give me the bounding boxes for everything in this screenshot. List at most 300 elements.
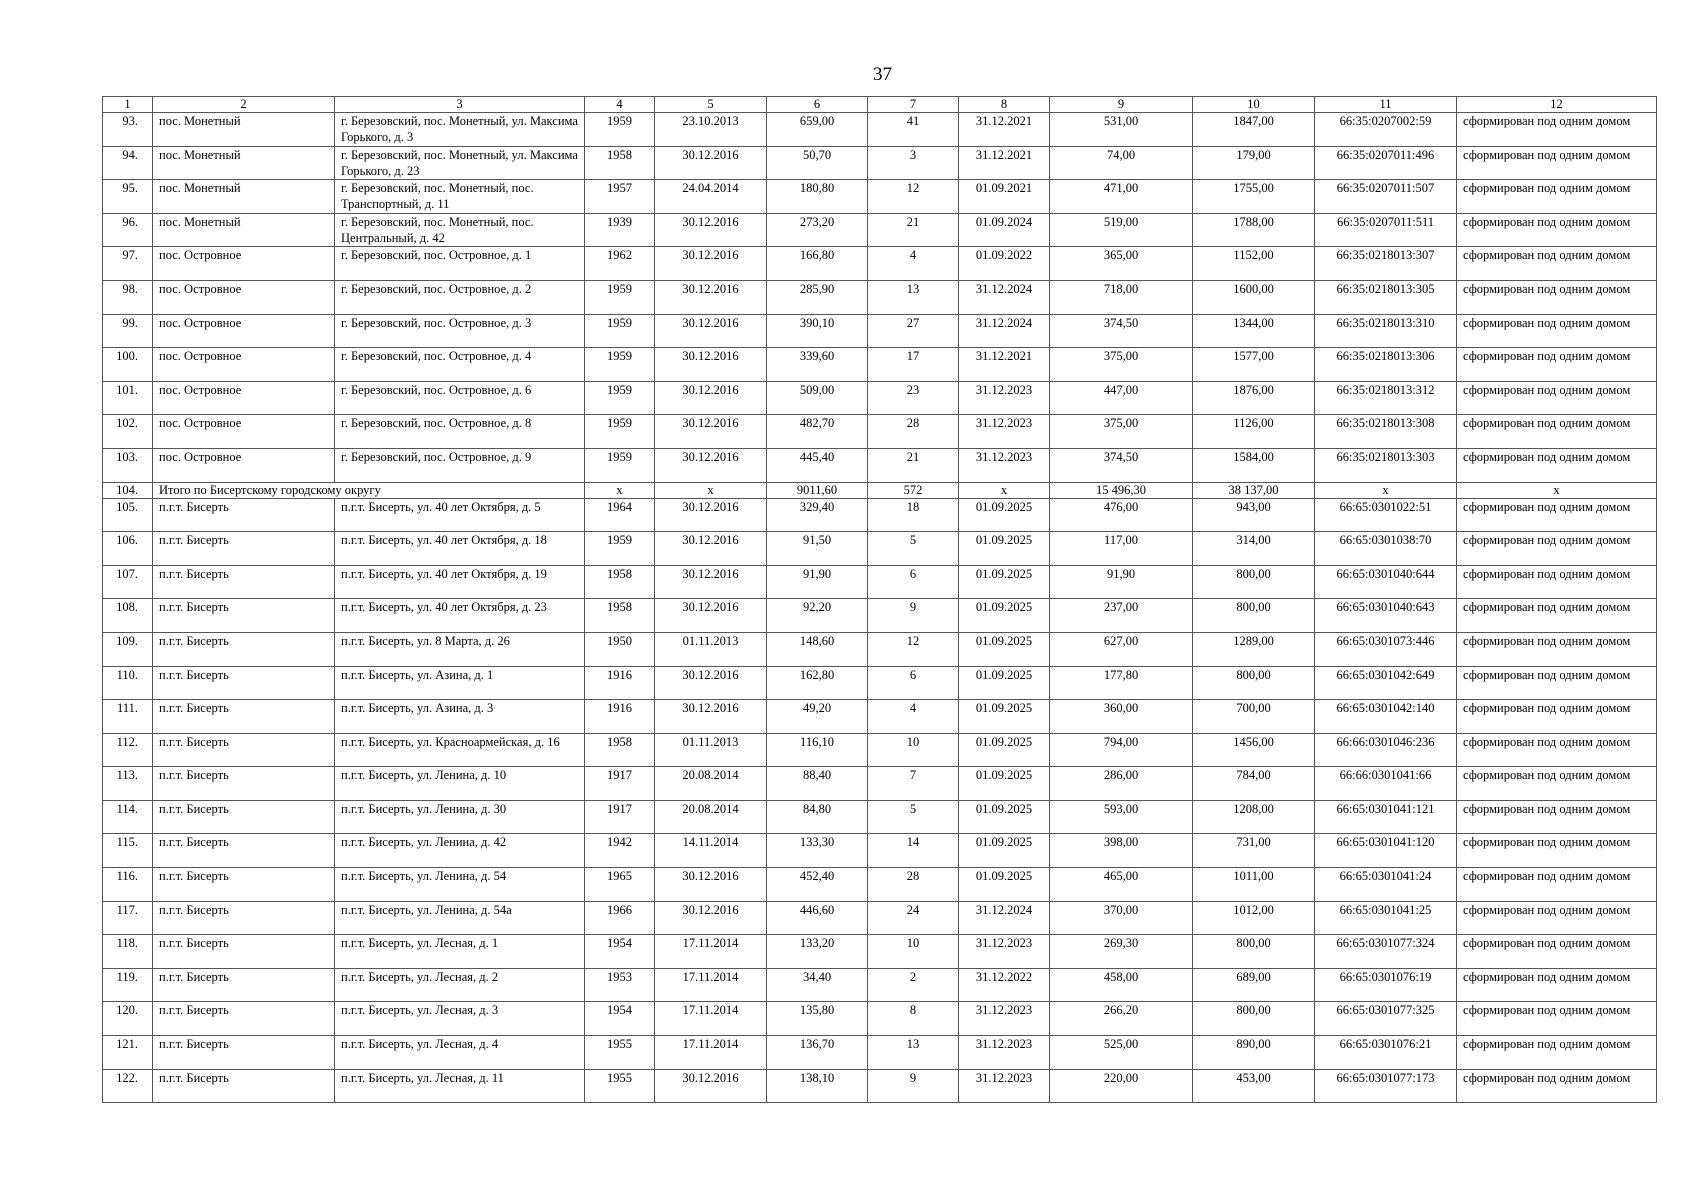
- area2-cell: 375,00: [1050, 415, 1193, 449]
- land-area-cell: 179,00: [1193, 146, 1315, 180]
- cadastral-number-cell: 66:65:0301041:24: [1315, 868, 1457, 902]
- status-cell: сформирован под одним домом: [1457, 448, 1657, 482]
- land-area-cell: 689,00: [1193, 968, 1315, 1002]
- date-cell: 01.11.2013: [655, 733, 767, 767]
- deadline-cell: 31.12.2021: [959, 146, 1050, 180]
- land-area-cell: 1584,00: [1193, 448, 1315, 482]
- status-cell: сформирован под одним домом: [1457, 767, 1657, 801]
- area2-cell: 220,00: [1050, 1069, 1193, 1103]
- residents-cell: 572: [868, 482, 959, 498]
- status-cell: сформирован под одним домом: [1457, 968, 1657, 1002]
- land-area-cell: 1600,00: [1193, 280, 1315, 314]
- cadastral-number-cell: 66:35:0218013:305: [1315, 280, 1457, 314]
- cadastral-number-cell: 66:65:0301042:140: [1315, 700, 1457, 734]
- column-number: 10: [1193, 97, 1315, 113]
- area-cell: 116,10: [767, 733, 868, 767]
- residents-cell: 9: [868, 1069, 959, 1103]
- year-cell: 1917: [585, 800, 655, 834]
- deadline-cell: 01.09.2025: [959, 632, 1050, 666]
- cadastral-number-cell: 66:35:0218013:307: [1315, 247, 1457, 281]
- deadline-cell: 01.09.2024: [959, 213, 1050, 247]
- area2-cell: 627,00: [1050, 632, 1193, 666]
- cadastral-number-cell: 66:66:0301041:66: [1315, 767, 1457, 801]
- status-cell: сформирован под одним домом: [1457, 381, 1657, 415]
- area2-cell: 237,00: [1050, 599, 1193, 633]
- row-number-cell: 103.: [103, 448, 153, 482]
- address-cell: г. Березовский, пос. Островное, д. 3: [335, 314, 585, 348]
- year-cell: 1953: [585, 968, 655, 1002]
- year-cell: 1959: [585, 415, 655, 449]
- table-row: [103, 1002, 1657, 1036]
- table-row: [103, 599, 1657, 633]
- area2-cell: 74,00: [1050, 146, 1193, 180]
- status-cell: сформирован под одним домом: [1457, 733, 1657, 767]
- settlement-cell: п.г.т. Бисерть: [153, 700, 335, 734]
- area2-cell: 15 496,30: [1050, 482, 1193, 498]
- deadline-cell: 31.12.2023: [959, 1002, 1050, 1036]
- table-row: [103, 968, 1657, 1002]
- cadastral-number-cell: 66:65:0301041:120: [1315, 834, 1457, 868]
- row-number-cell: 115.: [103, 834, 153, 868]
- date-cell: 17.11.2014: [655, 968, 767, 1002]
- cadastral-number-cell: 66:65:0301038:70: [1315, 532, 1457, 566]
- land-area-cell: 784,00: [1193, 767, 1315, 801]
- residents-cell: 21: [868, 213, 959, 247]
- land-area-cell: 1788,00: [1193, 213, 1315, 247]
- cadastral-number-cell: 66:65:0301042:649: [1315, 666, 1457, 700]
- settlement-cell: пос. Островное: [153, 448, 335, 482]
- deadline-cell: 01.09.2025: [959, 565, 1050, 599]
- settlement-cell: пос. Монетный: [153, 113, 335, 147]
- cadastral-number-cell: 66:65:0301022:51: [1315, 498, 1457, 532]
- cadastral-number-cell: 66:65:0301076:21: [1315, 1036, 1457, 1070]
- area-cell: 34,40: [767, 968, 868, 1002]
- deadline-cell: 31.12.2022: [959, 968, 1050, 1002]
- address-cell: г. Березовский, пос. Монетный, ул. Максима Горького, д. 3: [335, 113, 585, 147]
- table-row: [103, 146, 1657, 180]
- land-area-cell: 700,00: [1193, 700, 1315, 734]
- year-cell: 1958: [585, 733, 655, 767]
- residents-cell: 4: [868, 700, 959, 734]
- column-number: 6: [767, 97, 868, 113]
- deadline-cell: 31.12.2023: [959, 415, 1050, 449]
- area-cell: 92,20: [767, 599, 868, 633]
- deadline-cell: 01.09.2025: [959, 599, 1050, 633]
- settlement-cell: п.г.т. Бисерть: [153, 935, 335, 969]
- table-row: [103, 247, 1657, 281]
- cadastral-number-cell: 66:35:0218013:308: [1315, 415, 1457, 449]
- year-cell: 1950: [585, 632, 655, 666]
- date-cell: 30.12.2016: [655, 448, 767, 482]
- area2-cell: 177,80: [1050, 666, 1193, 700]
- area2-cell: 374,50: [1050, 448, 1193, 482]
- date-cell: 30.12.2016: [655, 348, 767, 382]
- column-number: 4: [585, 97, 655, 113]
- status-cell: сформирован под одним домом: [1457, 901, 1657, 935]
- area2-cell: 398,00: [1050, 834, 1193, 868]
- settlement-cell: п.г.т. Бисерть: [153, 532, 335, 566]
- row-number-cell: 111.: [103, 700, 153, 734]
- address-cell: п.г.т. Бисерть, ул. Ленина, д. 54: [335, 868, 585, 902]
- settlement-cell: пос. Островное: [153, 314, 335, 348]
- land-area-cell: 1126,00: [1193, 415, 1315, 449]
- year-cell: 1958: [585, 565, 655, 599]
- area-cell: 136,70: [767, 1036, 868, 1070]
- area-cell: 180,80: [767, 180, 868, 214]
- land-area-cell: 1344,00: [1193, 314, 1315, 348]
- year-cell: 1917: [585, 767, 655, 801]
- year-cell: 1959: [585, 113, 655, 147]
- total-label-cell: Итого по Бисертскому городскому округу: [153, 482, 585, 498]
- deadline-cell: 01.09.2025: [959, 498, 1050, 532]
- land-area-cell: 800,00: [1193, 1002, 1315, 1036]
- row-number-cell: 107.: [103, 565, 153, 599]
- date-cell: 30.12.2016: [655, 314, 767, 348]
- residents-cell: 13: [868, 280, 959, 314]
- date-cell: 30.12.2016: [655, 666, 767, 700]
- area2-cell: 593,00: [1050, 800, 1193, 834]
- address-cell: п.г.т. Бисерть, ул. 40 лет Октября, д. 5: [335, 498, 585, 532]
- year-cell: 1959: [585, 532, 655, 566]
- area-cell: 135,80: [767, 1002, 868, 1036]
- settlement-cell: п.г.т. Бисерть: [153, 901, 335, 935]
- deadline-cell: 31.12.2024: [959, 280, 1050, 314]
- address-cell: п.г.т. Бисерть, ул. Лесная, д. 4: [335, 1036, 585, 1070]
- deadline-cell: 31.12.2023: [959, 448, 1050, 482]
- status-cell: сформирован под одним домом: [1457, 146, 1657, 180]
- table-row: [103, 666, 1657, 700]
- residents-cell: 6: [868, 666, 959, 700]
- column-number: 12: [1457, 97, 1657, 113]
- status-cell: сформирован под одним домом: [1457, 280, 1657, 314]
- address-cell: п.г.т. Бисерть, ул. Ленина, д. 54а: [335, 901, 585, 935]
- area-cell: 9011,60: [767, 482, 868, 498]
- address-cell: г. Березовский, пос. Островное, д. 8: [335, 415, 585, 449]
- cadastral-number-cell: 66:65:0301076:19: [1315, 968, 1457, 1002]
- land-area-cell: 1011,00: [1193, 868, 1315, 902]
- deadline-cell: 01.09.2025: [959, 834, 1050, 868]
- year-cell: 1959: [585, 448, 655, 482]
- row-number-cell: 97.: [103, 247, 153, 281]
- area2-cell: 375,00: [1050, 348, 1193, 382]
- status-cell: сформирован под одним домом: [1457, 1069, 1657, 1103]
- address-cell: п.г.т. Бисерть, ул. Азина, д. 3: [335, 700, 585, 734]
- date-cell: 20.08.2014: [655, 767, 767, 801]
- status-cell: сформирован под одним домом: [1457, 1036, 1657, 1070]
- column-number: 11: [1315, 97, 1457, 113]
- land-area-cell: 1289,00: [1193, 632, 1315, 666]
- table-row: [103, 448, 1657, 482]
- area2-cell: 794,00: [1050, 733, 1193, 767]
- land-area-cell: 314,00: [1193, 532, 1315, 566]
- settlement-cell: п.г.т. Бисерть: [153, 733, 335, 767]
- deadline-cell: 31.12.2021: [959, 348, 1050, 382]
- address-cell: г. Березовский, пос. Островное, д. 9: [335, 448, 585, 482]
- status-cell: сформирован под одним домом: [1457, 180, 1657, 214]
- residents-cell: 10: [868, 733, 959, 767]
- column-number: 2: [153, 97, 335, 113]
- residents-cell: 10: [868, 935, 959, 969]
- table-row: [103, 314, 1657, 348]
- cadastral-number-cell: 66:65:0301040:644: [1315, 565, 1457, 599]
- land-area-cell: 1847,00: [1193, 113, 1315, 147]
- year-cell: 1916: [585, 666, 655, 700]
- year-cell: 1916: [585, 700, 655, 734]
- row-number-cell: 105.: [103, 498, 153, 532]
- date-cell: 01.11.2013: [655, 632, 767, 666]
- area-cell: 339,60: [767, 348, 868, 382]
- area-cell: 446,60: [767, 901, 868, 935]
- deadline-cell: 31.12.2023: [959, 1036, 1050, 1070]
- land-area-cell: 800,00: [1193, 666, 1315, 700]
- table-row: [103, 868, 1657, 902]
- year-cell: 1939: [585, 213, 655, 247]
- status-cell: сформирован под одним домом: [1457, 868, 1657, 902]
- land-area-cell: 731,00: [1193, 834, 1315, 868]
- cadastral-number-cell: 66:35:0207011:496: [1315, 146, 1457, 180]
- land-area-cell: 1577,00: [1193, 348, 1315, 382]
- year-cell: 1966: [585, 901, 655, 935]
- settlement-cell: пос. Островное: [153, 381, 335, 415]
- land-area-cell: 890,00: [1193, 1036, 1315, 1070]
- area2-cell: 360,00: [1050, 700, 1193, 734]
- date-cell: 30.12.2016: [655, 1069, 767, 1103]
- residents-cell: 5: [868, 532, 959, 566]
- row-number-cell: 93.: [103, 113, 153, 147]
- date-cell: 17.11.2014: [655, 935, 767, 969]
- cadastral-number-cell: 66:35:0218013:312: [1315, 381, 1457, 415]
- status-cell: сформирован под одним домом: [1457, 1002, 1657, 1036]
- status-cell: сформирован под одним домом: [1457, 415, 1657, 449]
- status-cell: сформирован под одним домом: [1457, 935, 1657, 969]
- settlement-cell: пос. Островное: [153, 280, 335, 314]
- date-cell: 30.12.2016: [655, 901, 767, 935]
- row-number-cell: 106.: [103, 532, 153, 566]
- table-row: [103, 113, 1657, 147]
- area2-cell: 286,00: [1050, 767, 1193, 801]
- column-number: 8: [959, 97, 1050, 113]
- row-number-cell: 117.: [103, 901, 153, 935]
- area2-cell: 476,00: [1050, 498, 1193, 532]
- status-cell: сформирован под одним домом: [1457, 314, 1657, 348]
- date-cell: 30.12.2016: [655, 700, 767, 734]
- residents-cell: 18: [868, 498, 959, 532]
- cadastral-number-cell: 66:65:0301077:173: [1315, 1069, 1457, 1103]
- settlement-cell: пос. Островное: [153, 348, 335, 382]
- row-number-cell: 120.: [103, 1002, 153, 1036]
- residents-cell: 4: [868, 247, 959, 281]
- cadastral-number-cell: 66:35:0218013:306: [1315, 348, 1457, 382]
- date-cell: 30.12.2016: [655, 381, 767, 415]
- table-row: [103, 348, 1657, 382]
- date-cell: 30.12.2016: [655, 868, 767, 902]
- status-cell: сформирован под одним домом: [1457, 800, 1657, 834]
- status-cell: сформирован под одним домом: [1457, 666, 1657, 700]
- address-cell: г. Березовский, пос. Островное, д. 2: [335, 280, 585, 314]
- address-cell: г. Березовский, пос. Монетный, ул. Максима Горького, д. 23: [335, 146, 585, 180]
- area-cell: 273,20: [767, 213, 868, 247]
- area-cell: 133,20: [767, 935, 868, 969]
- area-cell: 285,90: [767, 280, 868, 314]
- row-number-cell: 112.: [103, 733, 153, 767]
- area2-cell: 531,00: [1050, 113, 1193, 147]
- address-cell: г. Березовский, пос. Островное, д. 6: [335, 381, 585, 415]
- residents-cell: 2: [868, 968, 959, 1002]
- table-row: [103, 415, 1657, 449]
- area-cell: 133,30: [767, 834, 868, 868]
- area-cell: 166,80: [767, 247, 868, 281]
- date-cell: 17.11.2014: [655, 1002, 767, 1036]
- year-cell: 1962: [585, 247, 655, 281]
- address-cell: п.г.т. Бисерть, ул. Лесная, д. 2: [335, 968, 585, 1002]
- cadastral-number-cell: 66:35:0218013:303: [1315, 448, 1457, 482]
- column-number: 1: [103, 97, 153, 113]
- total-row: [103, 482, 1657, 498]
- address-cell: г. Березовский, пос. Островное, д. 4: [335, 348, 585, 382]
- deadline-cell: 31.12.2021: [959, 113, 1050, 147]
- deadline-cell: 01.09.2025: [959, 666, 1050, 700]
- address-cell: п.г.т. Бисерть, ул. Красноармейская, д. 16: [335, 733, 585, 767]
- land-area-cell: 38 137,00: [1193, 482, 1315, 498]
- cadastral-number-cell: 66:35:0207002:59: [1315, 113, 1457, 147]
- table-row: [103, 280, 1657, 314]
- housing-table: [102, 96, 1657, 1103]
- table-row: [103, 800, 1657, 834]
- date-cell: 30.12.2016: [655, 213, 767, 247]
- cadastral-number-cell: 66:35:0207011:507: [1315, 180, 1457, 214]
- date-cell: 30.12.2016: [655, 599, 767, 633]
- deadline-cell: 01.09.2025: [959, 700, 1050, 734]
- area2-cell: 91,90: [1050, 565, 1193, 599]
- deadline-cell: 01.09.2025: [959, 800, 1050, 834]
- status-cell: сформирован под одним домом: [1457, 213, 1657, 247]
- table-row: [103, 213, 1657, 247]
- area-cell: 91,90: [767, 565, 868, 599]
- status-cell: сформирован под одним домом: [1457, 700, 1657, 734]
- residents-cell: 28: [868, 415, 959, 449]
- table-row: [103, 180, 1657, 214]
- row-number-cell: 119.: [103, 968, 153, 1002]
- year-cell: x: [585, 482, 655, 498]
- column-number: 9: [1050, 97, 1193, 113]
- deadline-cell: 01.09.2025: [959, 767, 1050, 801]
- row-number-cell: 95.: [103, 180, 153, 214]
- residents-cell: 27: [868, 314, 959, 348]
- area2-cell: 465,00: [1050, 868, 1193, 902]
- date-cell: 30.12.2016: [655, 146, 767, 180]
- deadline-cell: 01.09.2025: [959, 868, 1050, 902]
- deadline-cell: 31.12.2023: [959, 935, 1050, 969]
- year-cell: 1959: [585, 381, 655, 415]
- address-cell: п.г.т. Бисерть, ул. Азина, д. 1: [335, 666, 585, 700]
- row-number-cell: 109.: [103, 632, 153, 666]
- area2-cell: 447,00: [1050, 381, 1193, 415]
- land-area-cell: 453,00: [1193, 1069, 1315, 1103]
- year-cell: 1964: [585, 498, 655, 532]
- date-cell: 17.11.2014: [655, 1036, 767, 1070]
- settlement-cell: пос. Монетный: [153, 213, 335, 247]
- table-row: [103, 1069, 1657, 1103]
- date-cell: 30.12.2016: [655, 532, 767, 566]
- land-area-cell: 800,00: [1193, 599, 1315, 633]
- area-cell: 162,80: [767, 666, 868, 700]
- area2-cell: 266,20: [1050, 1002, 1193, 1036]
- date-cell: 30.12.2016: [655, 247, 767, 281]
- row-number-cell: 116.: [103, 868, 153, 902]
- settlement-cell: пос. Монетный: [153, 146, 335, 180]
- year-cell: 1957: [585, 180, 655, 214]
- residents-cell: 23: [868, 381, 959, 415]
- address-cell: п.г.т. Бисерть, ул. 40 лет Октября, д. 19: [335, 565, 585, 599]
- settlement-cell: п.г.т. Бисерть: [153, 666, 335, 700]
- land-area-cell: 1012,00: [1193, 901, 1315, 935]
- area-cell: 148,60: [767, 632, 868, 666]
- table-row: [103, 1036, 1657, 1070]
- settlement-cell: п.г.т. Бисерть: [153, 1036, 335, 1070]
- row-number-cell: 99.: [103, 314, 153, 348]
- table-row: [103, 565, 1657, 599]
- table-row: [103, 498, 1657, 532]
- deadline-cell: x: [959, 482, 1050, 498]
- date-cell: 30.12.2016: [655, 565, 767, 599]
- deadline-cell: 01.09.2022: [959, 247, 1050, 281]
- area-cell: 509,00: [767, 381, 868, 415]
- table-row: [103, 901, 1657, 935]
- deadline-cell: 01.09.2021: [959, 180, 1050, 214]
- settlement-cell: п.г.т. Бисерть: [153, 968, 335, 1002]
- row-number-cell: 101.: [103, 381, 153, 415]
- year-cell: 1955: [585, 1036, 655, 1070]
- status-cell: сформирован под одним домом: [1457, 599, 1657, 633]
- status-cell: сформирован под одним домом: [1457, 532, 1657, 566]
- residents-cell: 5: [868, 800, 959, 834]
- land-area-cell: 1755,00: [1193, 180, 1315, 214]
- status-cell: сформирован под одним домом: [1457, 632, 1657, 666]
- area2-cell: 718,00: [1050, 280, 1193, 314]
- settlement-cell: п.г.т. Бисерть: [153, 632, 335, 666]
- address-cell: п.г.т. Бисерть, ул. Лесная, д. 1: [335, 935, 585, 969]
- table-row: [103, 935, 1657, 969]
- land-area-cell: 1456,00: [1193, 733, 1315, 767]
- address-cell: г. Березовский, пос. Монетный, пос. Центральный, д. 42: [335, 213, 585, 247]
- address-cell: п.г.т. Бисерть, ул. Лесная, д. 11: [335, 1069, 585, 1103]
- area2-cell: 370,00: [1050, 901, 1193, 935]
- residents-cell: 41: [868, 113, 959, 147]
- year-cell: 1955: [585, 1069, 655, 1103]
- cadastral-number-cell: x: [1315, 482, 1457, 498]
- row-number-cell: 94.: [103, 146, 153, 180]
- cadastral-number-cell: 66:66:0301046:236: [1315, 733, 1457, 767]
- cadastral-number-cell: 66:35:0207011:511: [1315, 213, 1457, 247]
- area-cell: 659,00: [767, 113, 868, 147]
- deadline-cell: 31.12.2023: [959, 381, 1050, 415]
- deadline-cell: 31.12.2024: [959, 314, 1050, 348]
- settlement-cell: п.г.т. Бисерть: [153, 1002, 335, 1036]
- status-cell: сформирован под одним домом: [1457, 113, 1657, 147]
- date-cell: x: [655, 482, 767, 498]
- residents-cell: 9: [868, 599, 959, 633]
- page-number: 37: [873, 64, 892, 85]
- year-cell: 1958: [585, 599, 655, 633]
- settlement-cell: п.г.т. Бисерть: [153, 565, 335, 599]
- land-area-cell: 800,00: [1193, 565, 1315, 599]
- settlement-cell: п.г.т. Бисерть: [153, 868, 335, 902]
- row-number-cell: 100.: [103, 348, 153, 382]
- year-cell: 1959: [585, 348, 655, 382]
- row-number-cell: 118.: [103, 935, 153, 969]
- land-area-cell: 943,00: [1193, 498, 1315, 532]
- area-cell: 138,10: [767, 1069, 868, 1103]
